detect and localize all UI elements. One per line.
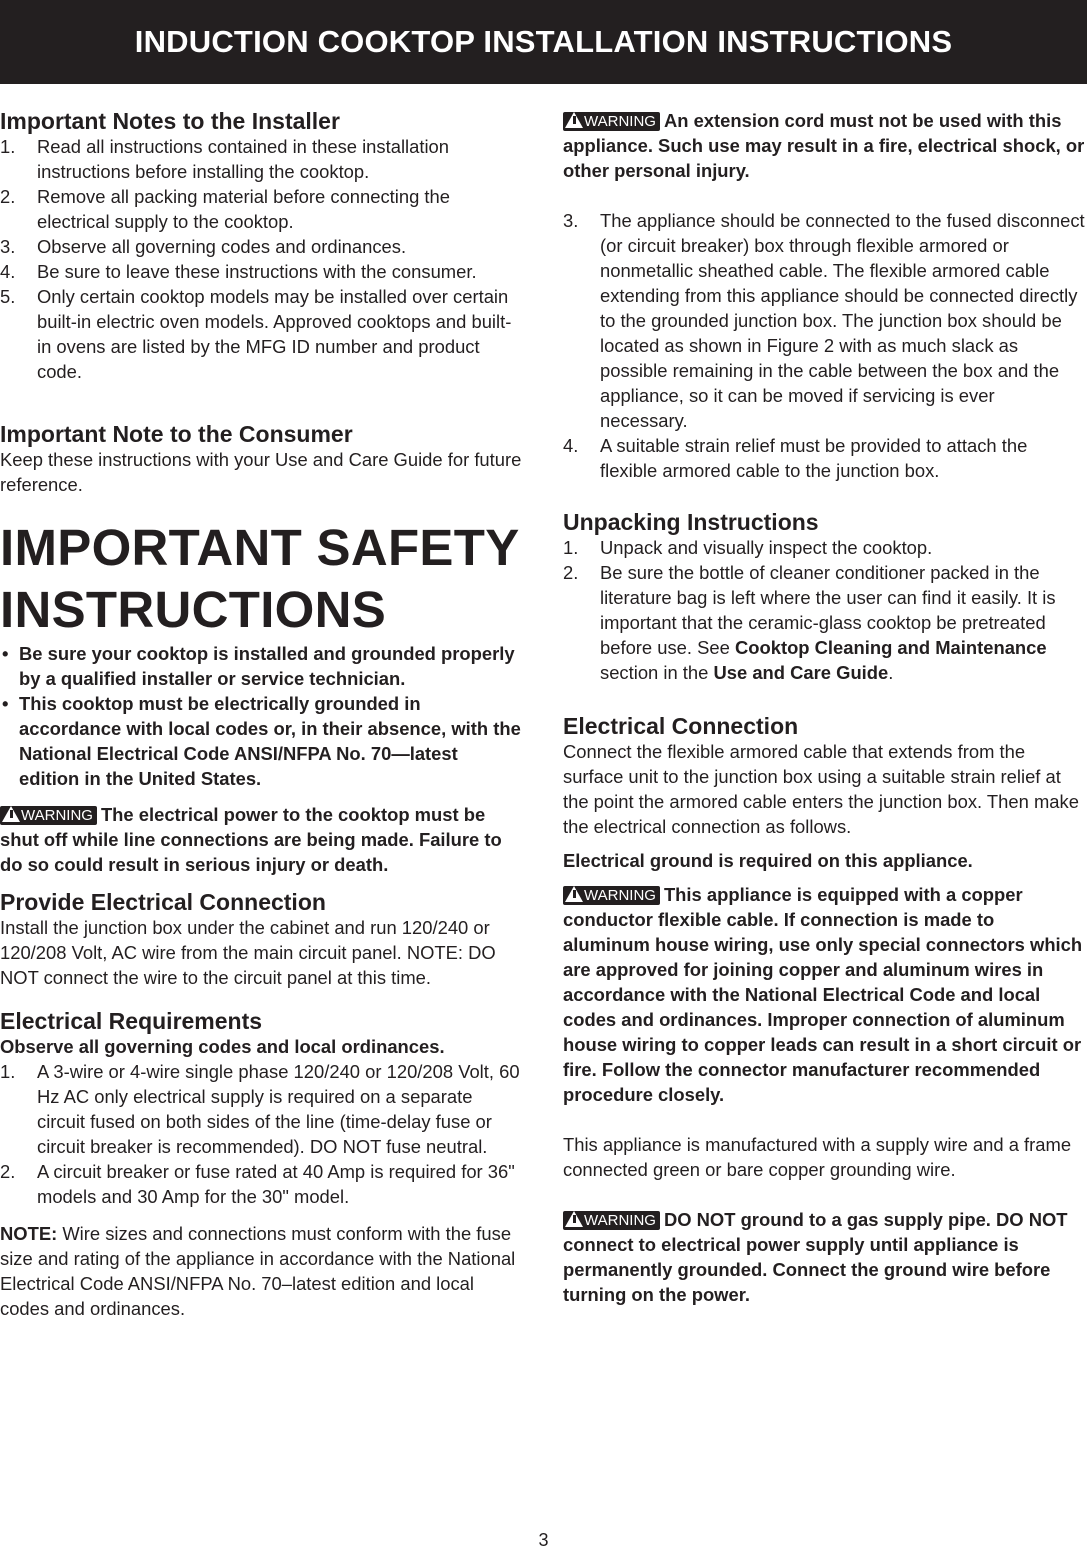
header-banner [0,0,1087,84]
list-item: • Be sure your cooktop is installed and grounded properly by a qualified installer or service technician. [2,643,515,689]
requirements-note: NOTE: Wire sizes and connections must conform with the fuse size and rating of the appliance in accordance with the National Electrical Code ANSI/NFPA No. 70–latest edition and local codes and ordinances. [0,1223,516,1319]
right-column [563,108,1085,1307]
list-item: 4. A suitable strain relief must be provided to attach the flexible armored cable to the junction box. [563,435,1028,481]
ground-required: Electrical ground is required on this appliance. [563,850,973,871]
consumer-text: Keep these instructions with your Use and Care Guide for future reference. [0,449,522,495]
warning-badge: WARNING [563,112,660,131]
warning-triangle-icon [565,112,583,128]
warning-triangle-icon [565,886,583,902]
list-item: 4. Be sure to leave these instructions with the consumer. [0,261,477,282]
list-item: 2. A circuit breaker or fuse rated at 40 Amp is required for 36" models and 30 Amp for the 30" model. [0,1161,515,1207]
unpacking-heading: Unpacking Instructions [563,509,819,535]
provide-text: Install the junction box under the cabinet and run 120/240 or 120/208 Volt, AC wire from the main circuit panel. NOTE: DO NOT connect the wire to the circuit panel at this time. [0,917,496,988]
copper-warning: WARNING This appliance is equipped with a copper conductor flexible cable. If connection is made to aluminum house wiring, use only special connectors which are approved for joining copper and aluminum wires in accordance with the National Electrical Code and local codes and ordinances. Improper connection of aluminum house wiring to copper leads can result in a short circuit or fire. Follow the connector manufacturer recommended procedure closely. [563,884,1083,1105]
requirements-heading: Electrical Requirements [0,1008,263,1034]
list-item: • This cooktop must be electrically grounded in accordance with local codes or, in their absence, with the National Electrical Code ANSI/NFPA No. 70—latest edition in the United States. [2,693,521,789]
consumer-heading: Important Note to the Consumer [0,421,353,447]
list-item: 3. Observe all governing codes and ordinances. [0,236,407,257]
installer-heading: Important Notes to the Installer [0,108,340,134]
warning-triangle-icon [565,1211,583,1227]
safety-heading: IMPORTANT SAFETY INSTRUCTIONS [0,519,519,638]
provide-heading: Provide Electrical Connection [0,889,326,915]
electrical-heading: Electrical Connection [563,713,799,739]
warning-badge: WARNING [563,886,660,905]
installer-list [0,134,522,384]
list-item: 2. Remove all packing material before connecting the electrical supply to the cooktop. [0,186,450,232]
list-item: 3. The appliance should be connected to the fused disconnect (or circuit breaker) box through flexible armored or nonmetallic sheathed cable. The flexible armored cable extending from this appliance should be connected directly to the grounded junction box. The junction box should be located as shown in Figure 2 with as much slack as possible remaining in the cable between the box and the appliance, so it can be moved if servicing is ever necessary. [563,210,1085,431]
list-item: 1. A 3-wire or 4-wire single phase 120/240 or 120/208 Volt, 60 Hz AC only electrical supply is required on a separate circuit fused on both sides of the line (time-delay fuse or circuit breaker is recommended). DO NOT fuse neutral. [0,1061,520,1157]
warning-badge: WARNING [563,1211,660,1230]
power-warning: WARNING The electrical power to the cooktop must be shut off while line connections are being made. Failure to do so could result in serious injury or death. [0,804,502,875]
electrical-text: Connect the flexible armored cable that extends from the surface unit to the junction box using a suitable strain relief at the point the armored cable enters the junction box. Then make the electrical connection as follows. [563,741,1079,837]
safety-bullets [0,641,522,791]
list-item: 2. Be sure the bottle of cleaner conditioner packed in the literature bag is left where the user can find it easily. It is important that the ceramic-glass cooktop be pretreated before use. See Cooktop Cleaning and Maintenance section in the Use and Care Guide. [563,562,1056,683]
list-item: 1. Unpack and visually inspect the cooktop. [563,537,933,558]
supply-text: This appliance is manufactured with a supply wire and a frame connected green or bare copper grounding wire. [563,1134,1072,1180]
list-item: 5. Only certain cooktop models may be installed over certain built-in electric oven models. Approved cooktops and built-in ovens are listed by the MFG ID number and product code. [0,286,512,382]
left-column [0,108,522,1321]
extension-warning: WARNING An extension cord must not be used with this appliance. Such use may result in a fire, electrical shock, or other personal injury. [563,110,1085,181]
connection-list [563,208,1085,483]
unpacking-list [563,535,1085,685]
page-title: INDUCTION COOKTOP INSTALLATION INSTRUCTIONS [134,24,953,59]
requirements-list [0,1059,522,1209]
warning-triangle-icon [2,806,20,822]
page-number: 3 [538,1530,549,1550]
requirements-subheading: Observe all governing codes and local ordinances. [0,1036,445,1057]
gas-warning: WARNING DO NOT ground to a gas supply pipe. DO NOT connect to electrical power supply until appliance is permanently grounded. Connect the ground wire before turning on the power. [563,1209,1068,1305]
warning-badge: WARNING [0,806,97,825]
list-item: 1. Read all instructions contained in these installation instructions before installing the cooktop. [0,136,449,182]
